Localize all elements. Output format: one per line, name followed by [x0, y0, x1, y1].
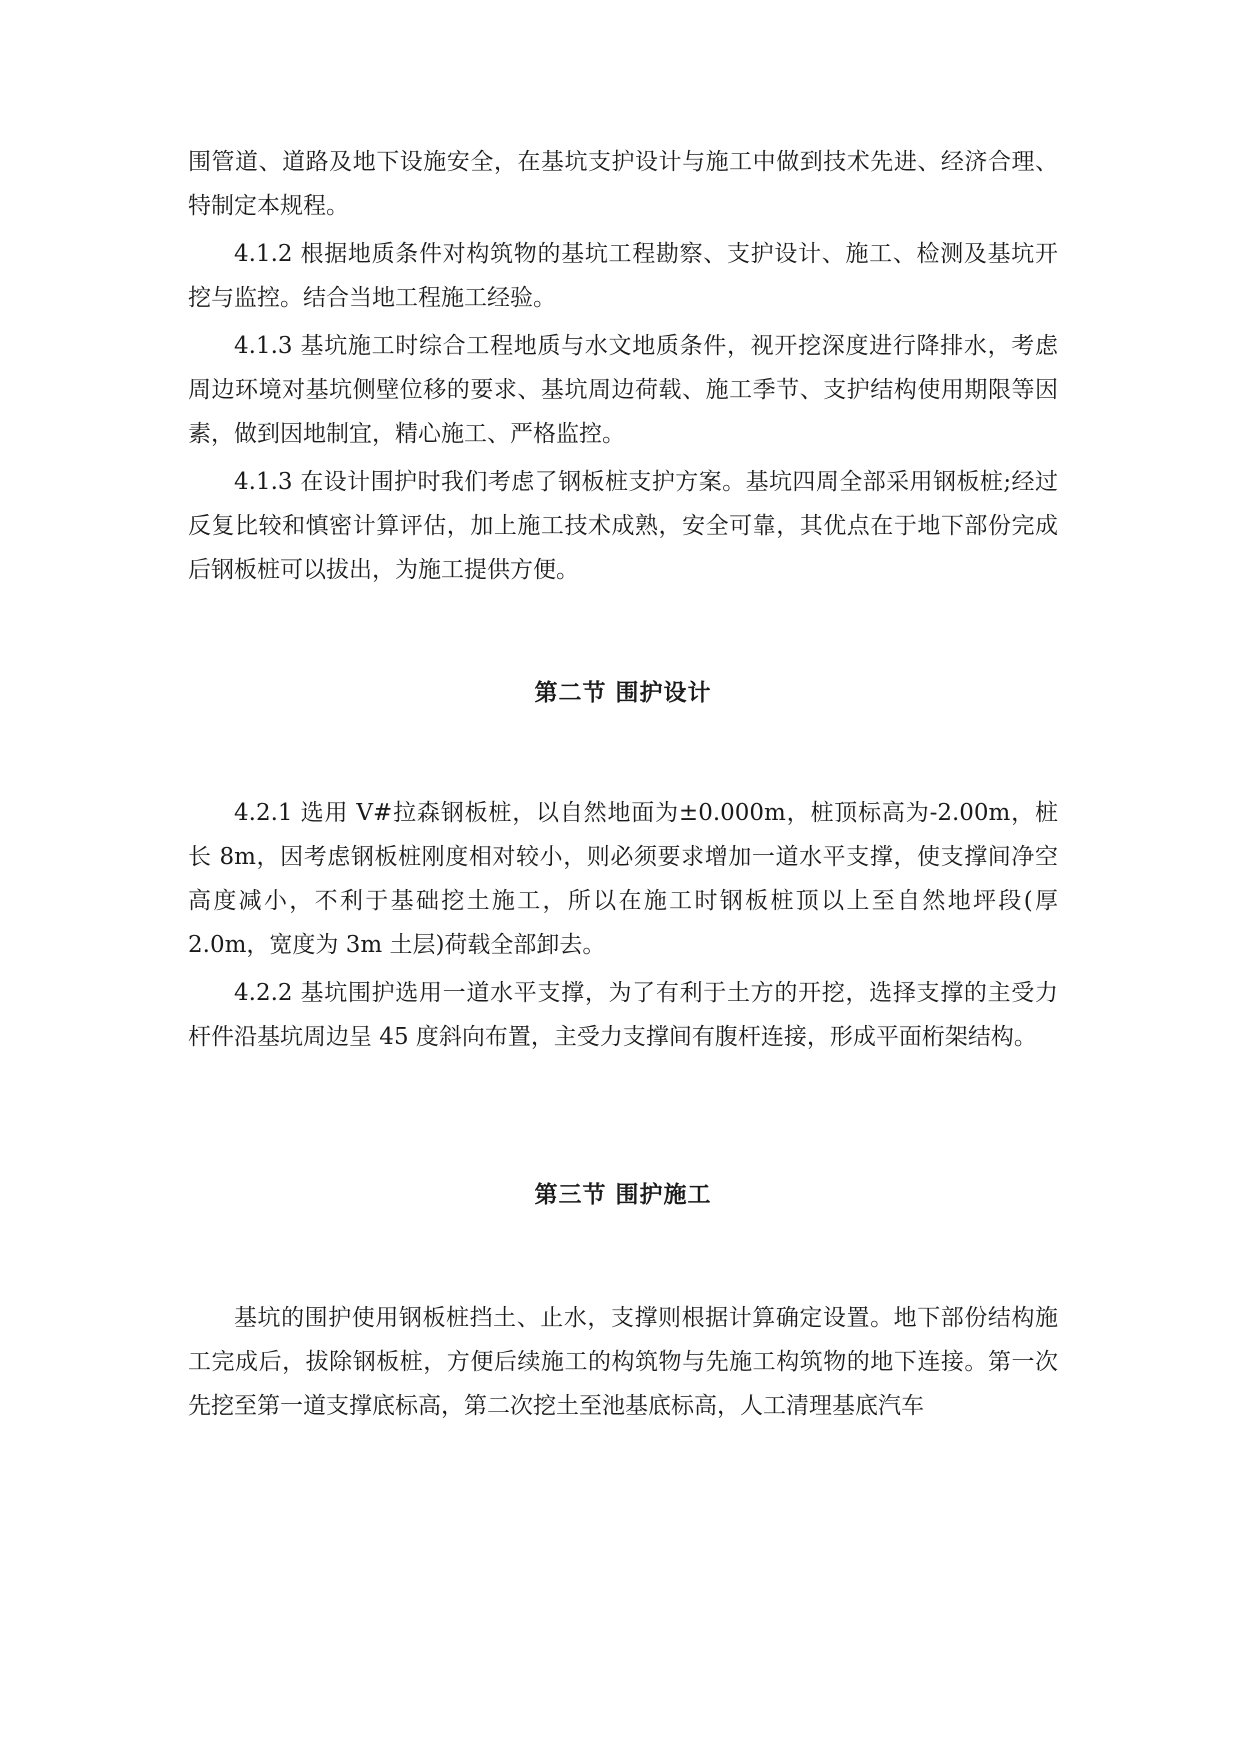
paragraph-4-1-3-a: 4.1.3 基坑施工时综合工程地质与水文地质条件，视开挖深度进行降排水，考虑周边环境对基坑侧壁位移的要求、基坑周边荷载、施工季节、支护结构使用期限等因素，做到因地制宜，精心施工、严格监控。	[188, 333, 1058, 447]
paragraph-4-1-2: 4.1.2 根据地质条件对构筑物的基坑工程勘察、支护设计、施工、检测及基坑开挖与监控。结合当地工程施工经验。	[188, 241, 1058, 311]
paragraph-section3: 基坑的围护使用钢板桩挡土、止水，支撑则根据计算确定设置。地下部份结构施工完成后，拔除钢板桩，方便后续施工的构筑物与先施工构筑物的地下连接。第一次先挖至第一道支撑底标高，第二次挖土至池基底标高，人工清理基底汽车	[188, 1305, 1058, 1419]
section-heading-2: 第二节 围护设计	[534, 679, 712, 706]
paragraph-4-1-3-b: 4.1.3 在设计围护时我们考虑了钢板桩支护方案。基坑四周全部采用钢板桩;经过反复比较和慎密计算评估，加上施工技术成熟，安全可靠，其优点在于地下部份完成后钢板桩可以拔出，为施工提供方便。	[188, 469, 1058, 583]
paragraph-4-2-2: 4.2.2 基坑围护选用一道水平支撑，为了有利于土方的开挖，选择支撑的主受力杆件沿基坑周边呈 45 度斜向布置，主受力支撑间有腹杆连接，形成平面桁架结构。	[188, 980, 1058, 1050]
paragraph-4-2-1: 4.2.1 选用 V#拉森钢板桩，以自然地面为±0.000m，桩顶标高为-2.00m，桩长 8m，因考虑钢板桩刚度相对较小，则必须要求增加一道水平支撑，使支撑间净空高度减小，不利于基础挖土施工，所以在施工时钢板桩顶以上至自然地坪段(厚 2.0m，宽度为 3m 土层)荷载全部卸去。	[188, 800, 1058, 958]
section-heading-3: 第三节 围护施工	[534, 1181, 712, 1208]
paragraph-continuation: 围管道、道路及地下设施安全，在基坑支护设计与施工中做到技术先进、经济合理、特制定本规程。	[188, 149, 1058, 219]
